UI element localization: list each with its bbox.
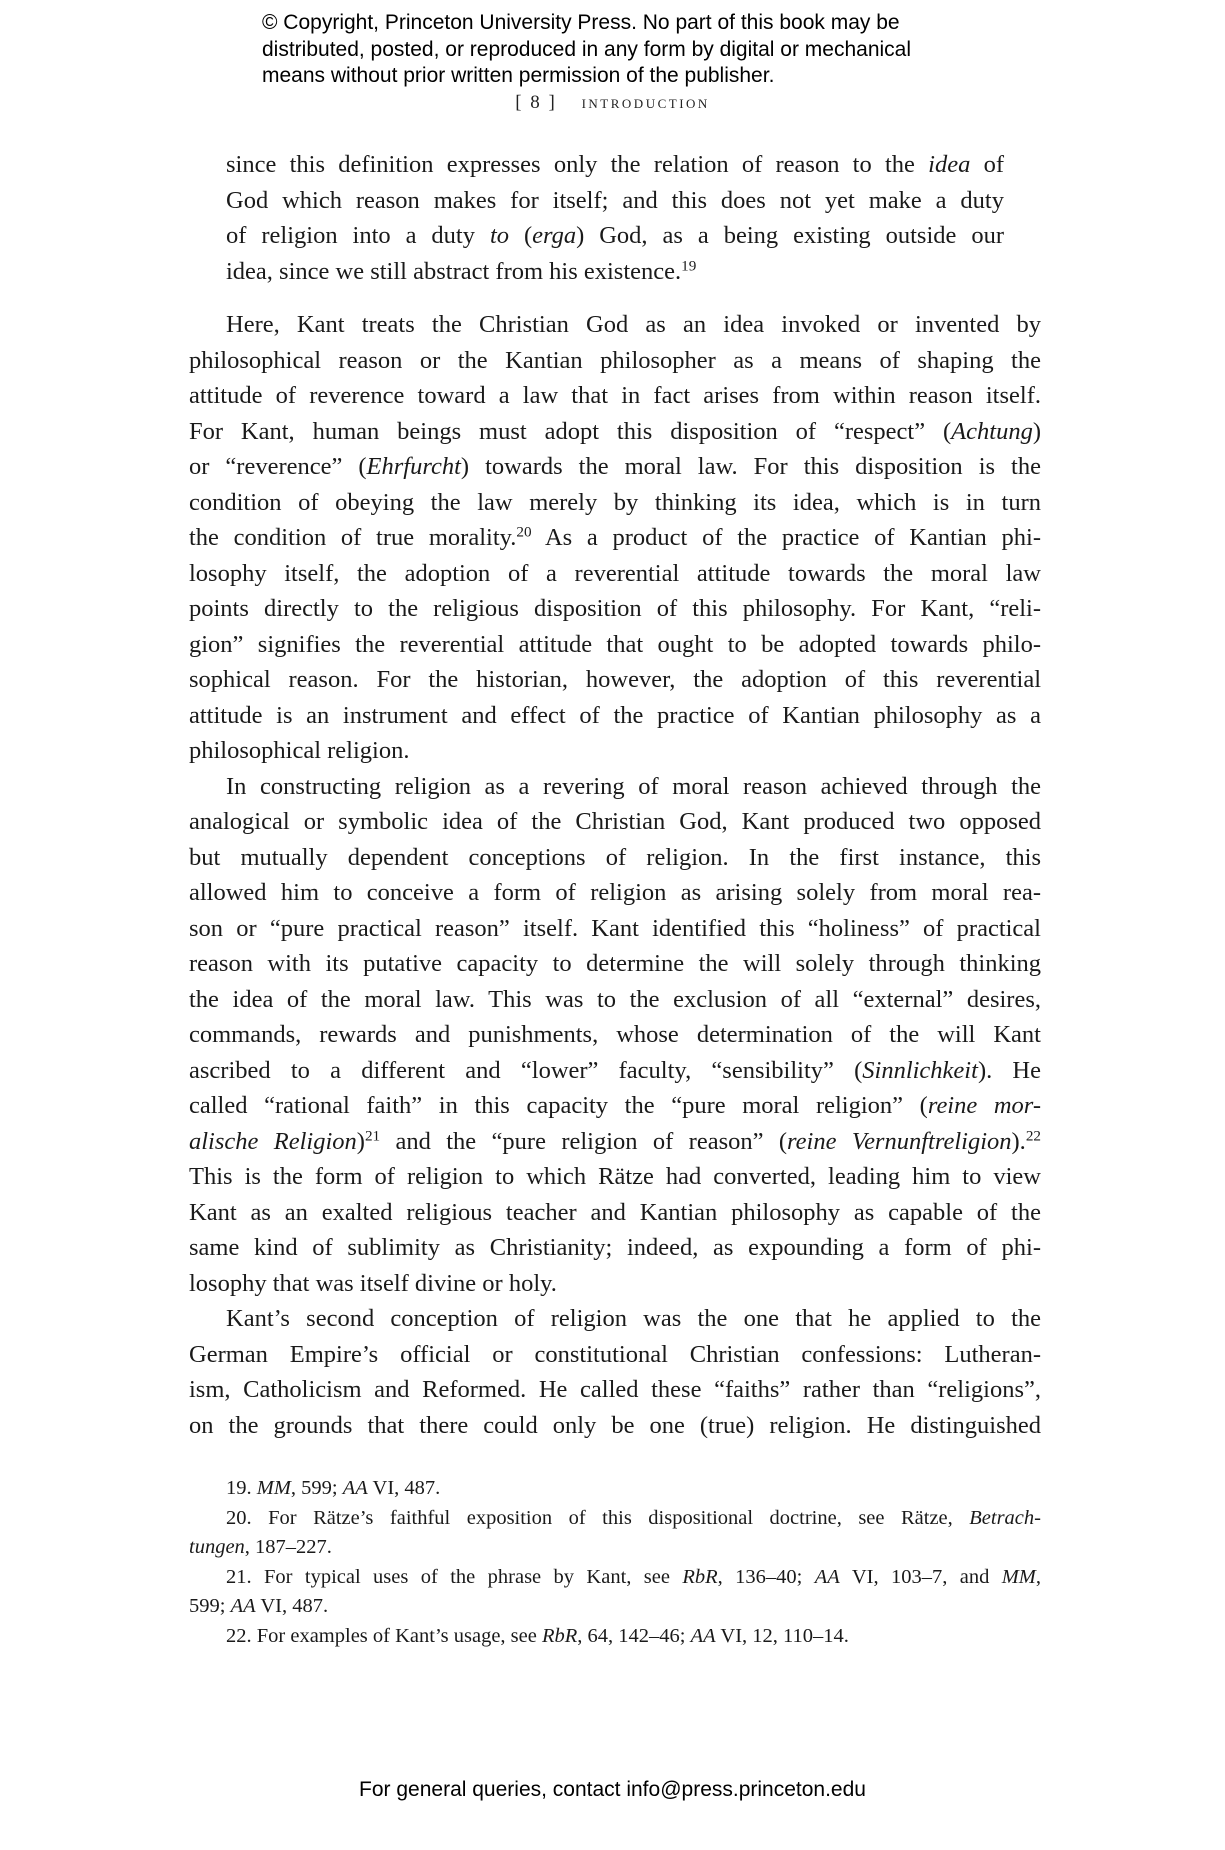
block-quote <box>226 147 1004 289</box>
footnotes <box>189 1474 1041 1651</box>
text-line: philosophical reason or the Kantian philosopher as a means of shaping the <box>189 346 1041 374</box>
text-line: or “reverence” (Ehrfurcht) towards the moral law. For this disposition is the <box>189 453 1041 480</box>
section-title: introduction <box>581 92 710 113</box>
text-line: on the grounds that there could only be one (true) religion. He distinguished <box>189 1411 1041 1439</box>
text-line: called “rational faith” in this capacity the “pure moral religion” (reine mor- <box>189 1092 1041 1119</box>
footnote-21-cont: 599; AA VI, 487. <box>189 1595 329 1617</box>
footnote-19: 19. MM, 599; AA VI, 487. <box>226 1477 441 1499</box>
text-line: since this definition expresses only the relation of reason to the idea of <box>226 151 1004 178</box>
text-line: condition of obeying the law merely by thinking its idea, which is in turn <box>189 488 1041 516</box>
copyright-line: distributed, posted, or reproduced in any form by digital or mechanical <box>262 37 912 61</box>
text-line: gion” signifies the reverential attitude that ought to be adopted towards philo- <box>189 630 1041 658</box>
text-line: allowed him to conceive a form of religion as arising solely from moral rea- <box>189 879 1041 906</box>
footnote-20-cont: tungen, 187–227. <box>189 1536 332 1558</box>
text-line: alische Religion)$^{21}$ and the “pure religion of reason” (reine Vernunftreligion).$^{22}$ <box>189 1127 1041 1155</box>
copyright-line: means without prior written permission of the publisher. <box>262 64 775 87</box>
page-number: [ 8 ] <box>515 92 557 113</box>
text-line: but mutually dependent conceptions of religion. In the first instance, this <box>189 843 1041 871</box>
text-line: the idea of the moral law. This was to the exclusion of all “external” desires, <box>189 985 1041 1013</box>
text-line: This is the form of religion to which Rätze had converted, leading him to view <box>189 1163 1041 1190</box>
paragraph-first-line: Here, Kant treats the Christian God as an idea invoked or invented by <box>226 311 1041 338</box>
footnote-ref: 20 <box>516 523 532 541</box>
text-line: Kant as an exalted religious teacher and Kantian philosophy as capable of the <box>189 1198 1041 1226</box>
text-line: attitude is an instrument and effect of the practice of Kantian philosophy as a <box>189 701 1041 729</box>
footnote-ref: 22 <box>1025 1127 1041 1145</box>
text-line: of religion into a duty to (erga) God, as a being existing outside our <box>226 222 1004 249</box>
text-line: reason with its putative capacity to determine the will solely through thinking <box>189 950 1041 977</box>
text-line: points directly to the religious disposition of this philosophy. For Kant, “reli- <box>189 595 1041 622</box>
text-line: God which reason makes for itself; and this does not yet make a duty <box>226 186 1004 214</box>
text-line: ascribed to a different and “lower” faculty, “sensibility” (Sinnlichkeit). He <box>189 1056 1042 1084</box>
text-line: same kind of sublimity as Christianity; indeed, as expounding a form of phi- <box>189 1234 1041 1261</box>
footnote-21: 21. For typical uses of the phrase by Kant, see RbR, 136–40; AA VI, 103–7, and MM, <box>226 1565 1041 1588</box>
text-line: German Empire’s official or constitutional Christian confessions: Lutheran- <box>189 1340 1041 1368</box>
running-head <box>0 92 1225 114</box>
paragraph-first-line: In constructing religion as a revering of moral reason achieved through the <box>226 772 1041 800</box>
text-line: philosophical religion. <box>189 737 410 764</box>
footnote-20: 20. For Rätze’s faithful exposition of this dispositional doctrine, see Rätze, Betrach- <box>226 1506 1041 1529</box>
text-line: attitude of reverence toward a law that in fact arises from within reason itself. <box>189 382 1041 409</box>
footnote-22: 22. For examples of Kant’s usage, see RbR, 64, 142–46; AA VI, 12, 110–14. <box>226 1624 849 1647</box>
paragraph-first-line: Kant’s second conception of religion was the one that he applied to the <box>226 1305 1041 1332</box>
body-text <box>189 307 1041 1443</box>
text-line: For Kant, human beings must adopt this disposition of “respect” (Achtung) <box>189 417 1041 445</box>
footnote-ref: 19 <box>681 257 697 275</box>
text-line: idea, since we still abstract from his existence.$^{19}$ <box>226 257 697 285</box>
copyright-line: © Copyright, Princeton University Press. No part of this book may be <box>262 11 900 34</box>
text-line: the condition of true morality.$^{20}$ As a product of the practice of Kantian phi- <box>189 523 1041 551</box>
text-line: losophy itself, the adoption of a reverential attitude towards the moral law <box>189 559 1041 587</box>
footnote-ref: 21 <box>364 1127 381 1145</box>
copyright-notice <box>262 10 1022 90</box>
text-line: analogical or symbolic idea of the Christian God, Kant produced two opposed <box>189 808 1041 835</box>
text-line: losophy that was itself divine or holy. <box>189 1269 557 1297</box>
text-line: son or “pure practical reason” itself. Kant identified this “holiness” of practical <box>189 914 1041 942</box>
text-line: commands, rewards and punishments, whose determination of the will Kant <box>189 1021 1041 1048</box>
footer-contact: For general queries, contact info@press.princeton.edu <box>359 1778 866 1801</box>
text-line: ism, Catholicism and Reformed. He called these “faiths” rather than “religions”, <box>189 1376 1041 1403</box>
text-line: sophical reason. For the historian, however, the adoption of this reverential <box>189 666 1041 693</box>
